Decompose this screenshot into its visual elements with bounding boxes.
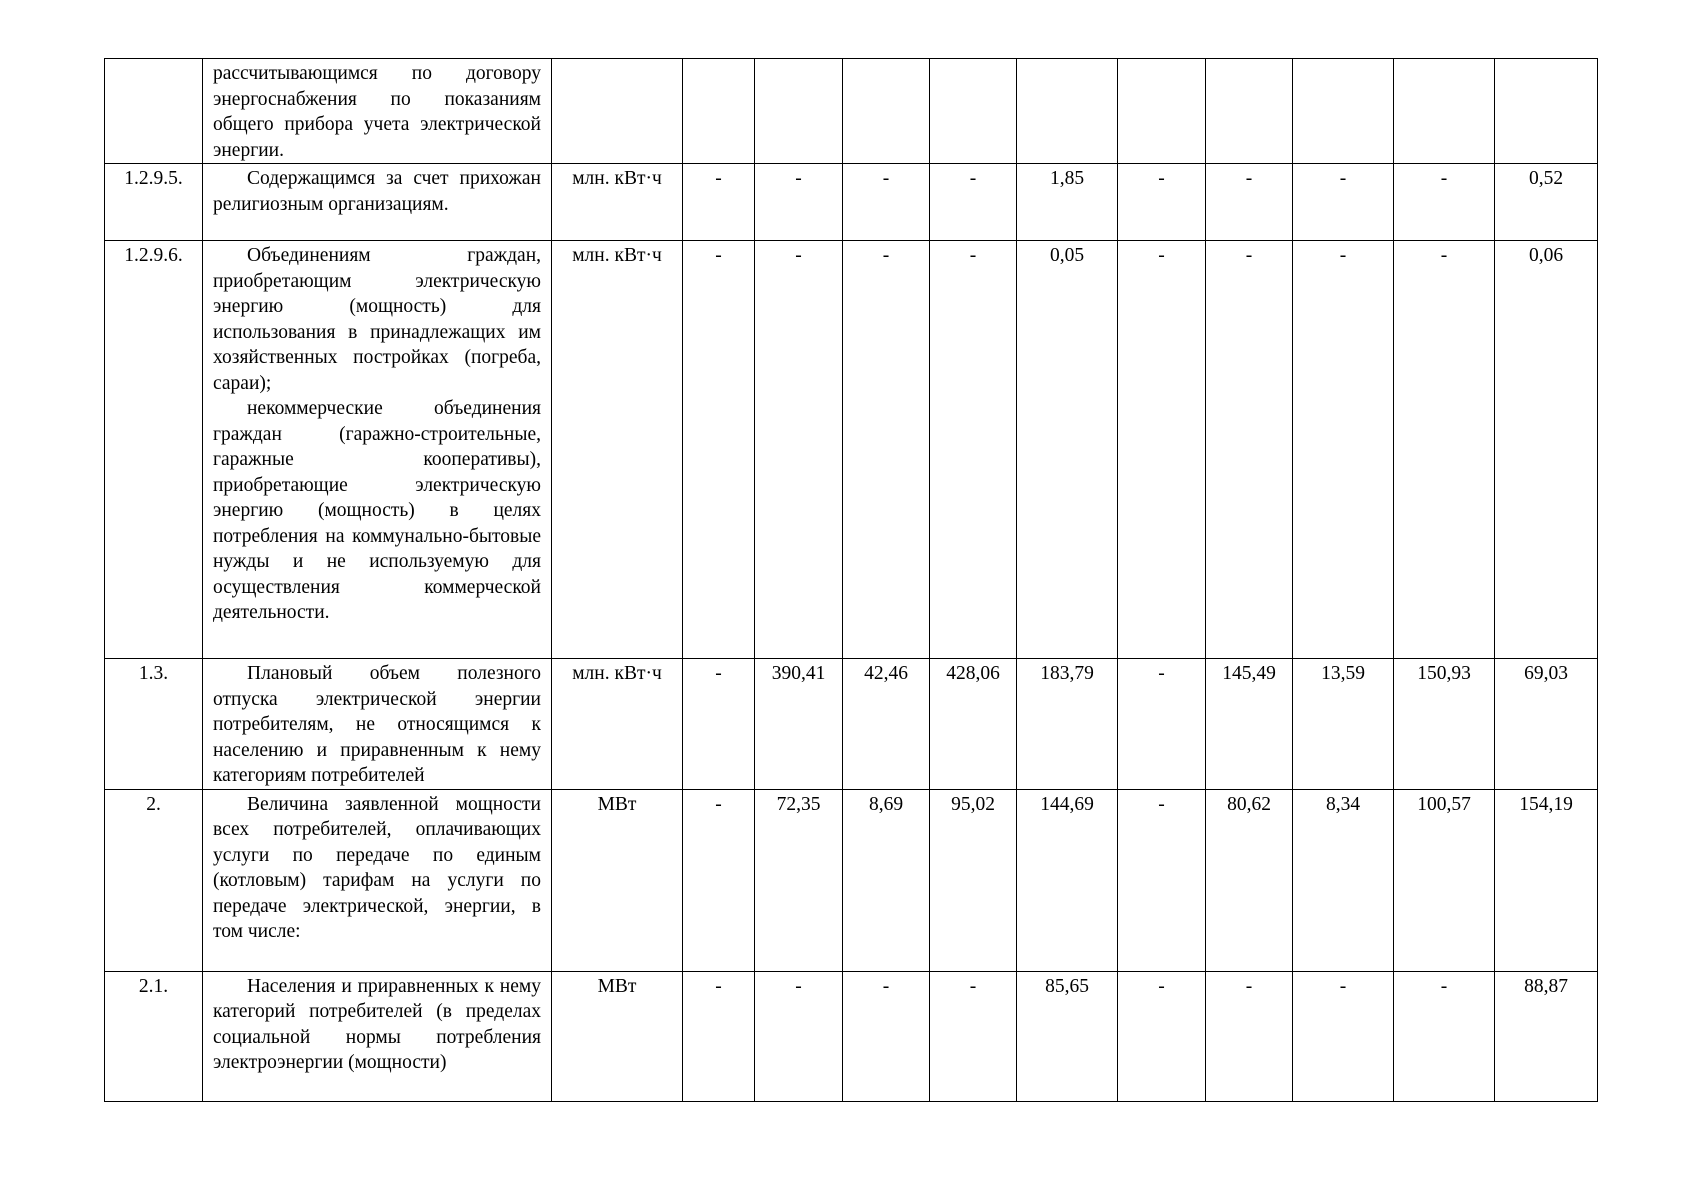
table-row <box>105 971 1598 1101</box>
unit-cell <box>552 59 683 164</box>
value-cell: 183,79 <box>1017 659 1118 790</box>
value-cell: - <box>1206 241 1293 659</box>
value-cell: 1,85 <box>1017 164 1118 241</box>
description-cell <box>203 659 552 790</box>
value-cell: - <box>843 971 930 1101</box>
value-cell: 0,06 <box>1495 241 1598 659</box>
value-cell: 69,03 <box>1495 659 1598 790</box>
value-cell: - <box>683 659 755 790</box>
table-row <box>105 789 1598 971</box>
value-cell <box>1495 59 1598 164</box>
value-cell: 154,19 <box>1495 789 1598 971</box>
value-cell: - <box>1206 971 1293 1101</box>
value-cell: - <box>1394 971 1495 1101</box>
value-cell: 80,62 <box>1206 789 1293 971</box>
value-cell: 72,35 <box>755 789 843 971</box>
value-cell: 145,49 <box>1206 659 1293 790</box>
value-cell: 8,34 <box>1293 789 1394 971</box>
value-cell: 88,87 <box>1495 971 1598 1101</box>
value-cell: - <box>755 971 843 1101</box>
row-number-cell <box>105 59 203 164</box>
value-cell: - <box>683 241 755 659</box>
value-cell: 95,02 <box>930 789 1017 971</box>
tariff-table <box>104 58 1598 1102</box>
value-cell: 100,57 <box>1394 789 1495 971</box>
value-cell: - <box>683 164 755 241</box>
description-cell <box>203 164 552 241</box>
value-cell: - <box>930 164 1017 241</box>
value-cell: 150,93 <box>1394 659 1495 790</box>
description-cell <box>203 59 552 164</box>
value-cell <box>1017 59 1118 164</box>
description-paragraph: Плановый объем полезного отпуска электрической энергии потребителям, не относящимся к населению и приравненным к нему категориям потребителей <box>213 663 541 786</box>
value-cell: - <box>1118 789 1206 971</box>
row-number-cell: 2.1. <box>105 971 203 1101</box>
row-number-cell: 1.2.9.6. <box>105 241 203 659</box>
table-row <box>105 659 1598 790</box>
value-cell: - <box>1118 241 1206 659</box>
value-cell: 144,69 <box>1017 789 1118 971</box>
description-cell <box>203 241 552 659</box>
row-number-cell: 1.2.9.5. <box>105 164 203 241</box>
value-cell: - <box>843 241 930 659</box>
value-cell: 42,46 <box>843 659 930 790</box>
value-cell <box>1293 59 1394 164</box>
unit-cell: млн. кВт·ч <box>552 659 683 790</box>
description-paragraph: рассчитывающимся по договору энергоснабжения по показаниям общего прибора учета электрической энергии. <box>213 63 541 161</box>
value-cell: 13,59 <box>1293 659 1394 790</box>
value-cell: - <box>755 241 843 659</box>
row-number-cell: 1.3. <box>105 659 203 790</box>
value-cell: - <box>683 789 755 971</box>
value-cell <box>1118 59 1206 164</box>
value-cell: 0,52 <box>1495 164 1598 241</box>
value-cell: - <box>683 971 755 1101</box>
value-cell: - <box>1118 971 1206 1101</box>
document-page <box>104 58 1598 1102</box>
value-cell: - <box>1293 241 1394 659</box>
value-cell: - <box>1293 164 1394 241</box>
description-paragraph: некоммерческие объединения граждан (гаражно-строительные, гаражные кооперативы), приобретающие электрическую энергию (мощность) в целях потребления на коммунально-бытовые нужды и не используемую для осуществления коммерческой деятельности. <box>213 398 541 623</box>
value-cell <box>1206 59 1293 164</box>
value-cell: 390,41 <box>755 659 843 790</box>
value-cell: - <box>1118 164 1206 241</box>
description-cell <box>203 971 552 1101</box>
value-cell: - <box>930 971 1017 1101</box>
value-cell: 428,06 <box>930 659 1017 790</box>
description-paragraph: Содержащимся за счет прихожан религиозным организациям. <box>213 168 541 215</box>
unit-cell: млн. кВт·ч <box>552 164 683 241</box>
unit-cell: МВт <box>552 789 683 971</box>
table-body <box>105 59 1598 1102</box>
row-number-cell: 2. <box>105 789 203 971</box>
value-cell <box>683 59 755 164</box>
value-cell <box>755 59 843 164</box>
value-cell <box>843 59 930 164</box>
description-paragraph: Величина заявленной мощности всех потребителей, оплачивающих услуги по передаче по единым (котловым) тарифам на услуги по передаче электрической, энергии, в том числе: <box>213 793 541 942</box>
value-cell: - <box>1394 241 1495 659</box>
unit-cell: млн. кВт·ч <box>552 241 683 659</box>
value-cell: - <box>843 164 930 241</box>
table-row <box>105 164 1598 241</box>
unit-cell: МВт <box>552 971 683 1101</box>
value-cell <box>930 59 1017 164</box>
value-cell: 85,65 <box>1017 971 1118 1101</box>
value-cell: - <box>1118 659 1206 790</box>
value-cell <box>1394 59 1495 164</box>
table-row <box>105 59 1598 164</box>
value-cell: 0,05 <box>1017 241 1118 659</box>
value-cell: - <box>1293 971 1394 1101</box>
value-cell: 8,69 <box>843 789 930 971</box>
table-row <box>105 241 1598 659</box>
value-cell: - <box>1206 164 1293 241</box>
value-cell: - <box>930 241 1017 659</box>
description-paragraph: Населения и приравненных к нему категорий потребителей (в пределах социальной нормы потребления электроэнергии (мощности) <box>213 975 541 1073</box>
description-cell <box>203 789 552 971</box>
description-paragraph: Объединениям граждан, приобретающим электрическую энергию (мощность) для использования в принадлежащих им хозяйственных постройках (погреба, сараи); <box>213 245 541 394</box>
value-cell: - <box>1394 164 1495 241</box>
value-cell: - <box>755 164 843 241</box>
